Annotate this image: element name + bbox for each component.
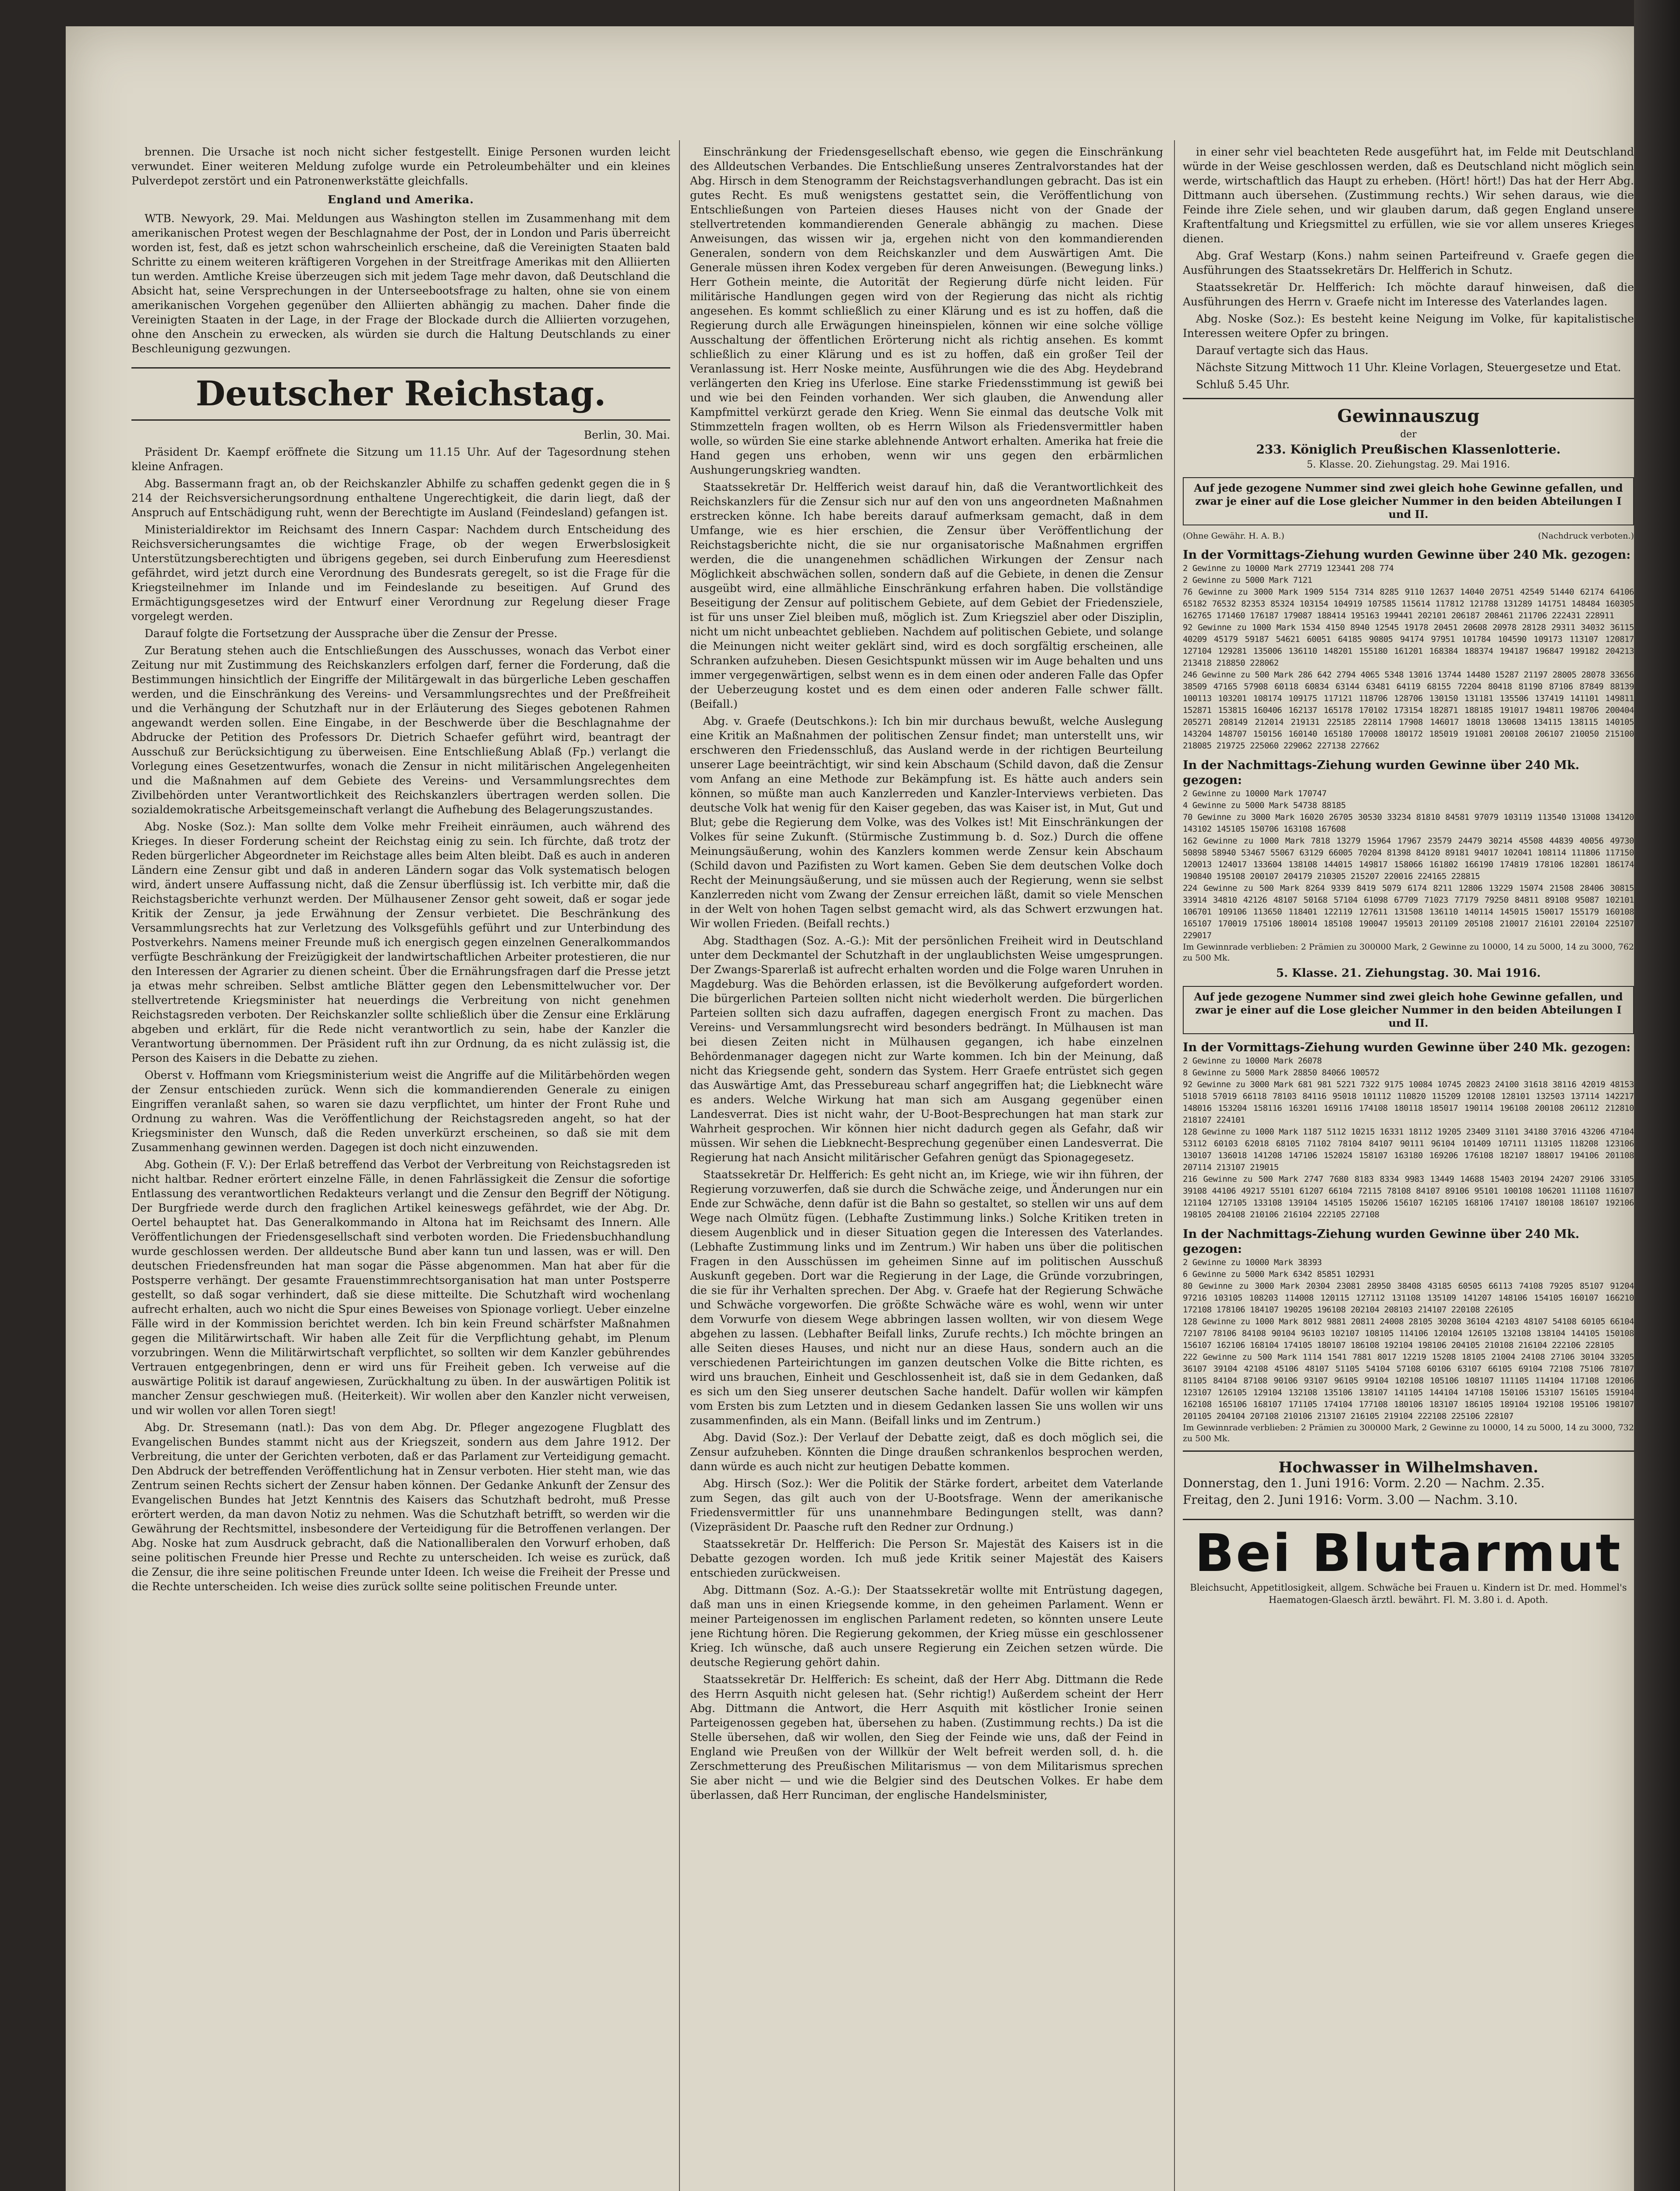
winning-numbers-line: 70 Gewinne zu 3000 Mark 16020 26705 30530 33234 81810 84581 97079 103119 113540 131008 134120 143102 145105 150706 163108 167608 <box>1183 812 1634 834</box>
paragraph: Abg. Noske (Soz.): Man sollte dem Volke mehr Freiheit einräumen, auch während des Krieges. In dieser Forderung scheint der Reichstag einig zu sein. Ich fürchte, daß trotz der Reden bürgerlicher Abgeordneter im Reichstage alles beim Alten bleibt. Daß es auch in anderen Ländern eine Zensur gibt und daß in anderen Ländern sogar das Volk systematisch belogen wird, ändert unsere Auffassung nicht, daß die Zensur überflüssig ist. Ich verbitte mir, daß die Reichstagsberichte verhunzt werden. Der Mülhausener Zensor geht soweit, daß er sogar jede Kritik der Zensur, ja jede Erwähnung der Zensur verbietet. Die Beschränkung des Versammlungsrechts hat zur Verletzung des Volksgefühls geführt und zur Unterbindung des Postverkehrs. Namens meiner Freunde muß ich energisch gegen einzelnen Generalkommandos verfügte Beschränkung der Freizügigkeit der landwirtschaftlichen Arbeiter protestieren, die nur den Interessen der Agrarier zu dienen scheint. Über die Ernährungsfragen darf die Presse jetzt ja etwas mehr schreiben. Selbst amtliche Blätter gegen den Lebensmittelwucher vor. Der stellvertretende Kriegsminister hat neuerdings die Verbreitung von nicht genehmen Reichstagsreden verboten. Der Reichskanzler sollte schließlich über die Zensur eine Erklärung abgeben und erklärt, für die Rede nicht verantwortlich zu sein, habe der Kanzler die Verantwortung übernommen. Der Präsident ruft ihn zur Ordnung, da es nicht zulässig ist, die Person des Kaisers in die Debatte zu ziehen. <box>131 820 670 1064</box>
morning-draw-heading-2: In der Vormittags-Ziehung wurden Gewinne über 240 Mk. gezogen: <box>1183 1041 1631 1054</box>
paragraph: Staatssekretär Dr. Helfferich: Es geht nicht an, im Kriege, wie wir ihn führen, der Regierung vorzuwerfen, daß sie durch die Schwäche zeige, und Änderungen nur ein Ende zur Schwäche, denn dafür ist die Bahn so gestaltet, so stellen wir uns auf dem Wege nach Olmütz fügen. (Lebhafte Zustimmung links.) Solche Kritiken treten in diesem Augenblick und in dieser Situation gegen die Interessen des Vaterlandes. (Lebhafte Zustimmung links und im Zentrum.) Wir haben uns über die politischen Fragen in den Ausschüssen im geheimen Sinne auf im politischen Ausschuß Auskunft gegeben. Dort war die Regierung in der Lage, die Gründe vorzubringen, die sie für ihr Verhalten sprechen. Der Abg. v. Graefe hat der Regierung Schwäche und Schwäche vorgeworfen. Die größte Schwäche wäre es wohl, wenn wir unter dem Vorwurfe von diesem Wege abbringen lassen wollten, wir von diesem Wege abgehen zu lassen. (Lebhafter Beifall links, Zurufe rechts.) Ich möchte bringen an alle Seiten dieses Hauses, und nicht nur an diese Haus, sondern auch an die verschiedenen Parteirichtungen im ganzen deutschen Volke die Bitte richten, es wird uns brauchen, Einheit und Geschlossenheit ist, daß sie in dem Gedanken, daß es sich um den Sieg unserer deutschen Sache handelt. Dafür wollen wir kämpfen vom Ersten bis zum Letzten und in diesem Gedanken lassen Sie uns wollen wir uns zusammenfinden, als ein Mann. (Beifall links und im Zentrum.) <box>690 1168 1163 1427</box>
paragraph: Präsident Dr. Kaempf eröffnete die Sitzung um 11.15 Uhr. Auf der Tagesordnung stehen kleine Anfragen. <box>131 446 670 473</box>
paragraph: Abg. v. Graefe (Deutschkons.): Ich bin mir durchaus bewußt, welche Auslegung eine Kritik an Maßnahmen der politischen Zensur findet; man unterstellt uns, wir erschweren den Friedensschluß, das Ausland werde in der richtigen Beurteilung unserer Lage beeinträchtigt, wir sind kein Abschaum (Schild davon, daß die Zensur vom Anfang an eine Methode zur Bekämpfung ist. Es hätte auch anders sein können, so müßte man auch Kanzlerreden und Kanzler-Interviews verbieten. Das deutsche Volk hat wenig für den Kaiser gegeben, das was Kaiser ist, in Mut, Gut und Blut; gebe die Regierung dem Volke, was des Volkes ist! Mit Einschränkungen der Volkes für seine Zukunft. (Stürmische Zustimmung b. d. Soz.) Durch die offene Meinungsäußerung, wohin des Kanzlers kommen werde Zensur kein Abschaum (Schild davon und Pazifisten zu Wort kamen. Geben Sie dem deutschen Volke doch Recht der Meinungsäußerung, und sie müssen auch der Regierung, wenn sie selbst Kanzlerreden nicht vom Zwang der Zensur erreichen läßt, damit so viele Menschen in der Welt von hohen Tagen selbst gemacht wird, als das Schwert erzwungen hat. Wir wollen Frieden. (Beifall rechts.) <box>690 715 1163 930</box>
dateline: Berlin, 30. Mai. <box>584 429 670 441</box>
paragraph: in einer sehr viel beachteten Rede ausgeführt hat, im Felde mit Deutschland würde in der Weise geschlossen werden, daß es Deutschland nicht möglich sein werde, wirtschaftlich das Haupt zu erheben. (Hört! hört!) Das hat der Herr Abg. Dittmann auch übersehen. (Zustimmung rechts.) Wir sehen daraus, wie die Feinde ihre Ziele sehen, und wir glauben darum, daß gegen England unsere Kraftentfaltung und Kriegsmittel zu erfüllen, wie sie vor allem unseres Krieges dienen. <box>1183 145 1634 245</box>
paragraph: brennen. Die Ursache ist noch nicht sicher festgestellt. Einige Personen wurden leicht verwundet. Einer weiteren Meldung zufolge wurde ein Petroleumbehälter und ein kleines Pulverdepot zerstört und ein Patronenwerkstätte gleichfalls. <box>131 145 670 187</box>
winning-numbers-line: 92 Gewinne zu 1000 Mark 1534 4150 8940 12545 19178 20451 20608 20978 28128 29311 34032 36115 40209 45179 59187 54621 60051 64185 90805 94174 97951 101784 104590 109173 113107 120817 127104 129281 135006 136110 148201 155180 161201 168384 188374 194187 196847 199182 204213 213418 218850 228062 <box>1183 623 1634 668</box>
paragraph: Abg. Bassermann fragt an, ob der Reichskanzler Abhilfe zu schaffen gedenkt gegen die in § 214 der Reichsversicherungsordnung enthaltene Ungerechtigkeit, die darin liegt, daß der Anspruch auf Entschädigung ruht, wenn der Berechtigte im Ausland (Feindesland) gefangen ist. <box>131 477 670 519</box>
paragraph: Staatssekretär Dr. Helfferich weist darauf hin, daß die Verantwortlichkeit des Reichskanzlers für die Zensur sich nur auf den von uns angeordneten Maßnahmen erstrecken könne. Ich habe bereits darauf aufmerksam gemacht, daß in dem Umfange, wie es hier erschien, die Zensur über Veröffentlichung der Reichstagsberichte nicht, die sie nur organisatorische Maßnahmen ergriffen werden, die die unangenehmen schädlichen Wirkungen der Zensur nach Möglichkeit abschwächen sollen, sondern daß auf die Gebiete, in denen die Zensur ausgeübt wird, eine allmähliche Einschränkung erfahren haben. Die vollständige Beseitigung der Zensur auf politischem Gebiete, auf dem Gebiet der Friedensziele, ist für uns unser Ziel bleiben muß, möglich ist. Zum Kriegsziel aber oder Disziplin, nicht um nicht unbeachtet geblieben. Nachdem auf politischen Gebiete, und solange die Meinungen nicht weiter geklärt sind, wird es doch sorgfältig erscheinen, alle Schranken aufzuheben. Diesen Gesichtspunkt müssen wir im Auge behalten und uns immer vergegenwärtigen, selbst wenn es in dem einen oder anderen Falle das Opfer der Ueberzeugung kostet und es dem einen oder anderen Falle schwer fällt. (Beifall.) <box>690 481 1163 710</box>
paragraph: Abg. Stadthagen (Soz. A.-G.): Mit der persönlichen Freiheit wird in Deutschland unter dem Deckmantel der Schutzhaft in der unglaublichsten Weise umgesprungen. Der Zwangs-Sparerlaß ist aufrecht erhalten worden und die Folge waren Unruhen in Magdeburg. Was die Behörden erlassen, ist die Bevölkerung aufgefordert worden. Die bürgerlichen Parteien sollten nicht nicht wiederholt werden. Die bürgerlichen Parteien sollten sich dazu aufraffen, dagegen energisch Front zu machen. Das Vereins- und Versammlungsrecht wird besonders bedrängt. In Mülhausen ist man bei diesen Zeiten nicht in Mülhausen gegangen, ich habe einzelnen Behördenmanager dagegen nicht zur Warte kommen. Ich bin der Meinung, daß nicht das Kriegsende geht, sondern das System. Herr Graefe entrüstet sich gegen das Auswärtige Amt, das Pressebureau scharf angegriffen hat; die Liebknecht wäre es anders. Welche Wirkung hat man sich am Ausgang gegenüber einen Landesverrat. Dies ist nicht wahr, der U-Boot-Besprechungen hat man stark zur Wahrheit gesprochen. Wir können hier nicht dadurch gegen als Gefahr, daß wir müssen. Wir sehen die Liebknecht-Besprechung gegenüber einen Landesverrat. Die Regierung hat nach Ansicht militärischer Gefahren genügt das Spionagegesetz. <box>690 934 1163 1164</box>
section-heading: England und Amerika. <box>328 193 474 206</box>
lottery-remaining-1: Im Gewinnrade verblieben: 2 Prämien zu 300000 Mark, 2 Gewinne zu 10000, 14 zu 5000, 14 zu 3000, 762 zu 500 Mk. <box>1183 942 1634 963</box>
afternoon-draw-numbers-2 <box>1183 1257 1634 1422</box>
paragraph: Abg. Dr. Stresemann (natl.): Das von dem Abg. Dr. Pfleger angezogene Flugblatt des Evangelischen Bundes stammt nicht aus der Kriegszeit, sondern aus dem Jahre 1912. Der Verbreitung, die unter der Gerichten verboten, daß er das Parlament zur Verteidigung gemacht. Den Abdruck der betreffenden Veröffentlichung hat in Zensur verboten. Hier steht man, wie das Zentrum seinen Rechts sichert der Zensur haben können. Der Gedanke Ankunft der Zensur des Evangelischen Bundes hat Jetzt Kenntnis des Kaisers das Schutzhaft bedroht, muß Presse erörtert werden, da man davon Notiz zu nehmen. Was die Schutzhaft betrifft, so werden wir die Gewährung der Rechtsmittel, insbesondere der Verteidigung für die Betroffenen verlangen. Der Abg. Noske hat zum Ausdruck gebracht, daß die Nationalliberalen den Vorwurf erhoben, daß seine politischen Freunde hier Presse und Rechte zu unterscheiden. Ich weise es zurück, daß die Zensur, die ihre seine politischen Freunde unter Ideen. Ich weise die Freiheit der Presse und die Rechte unterscheiden. Ich weise dies zurück sollte seine politischen Freunde unter. <box>131 1421 670 1593</box>
paragraph: Ministerialdirektor im Reichsamt des Innern Caspar: Nachdem durch Entscheidung des Reichsversicherungsamtes die wichtige Frage, ob der wegen Erwerbslosigkeit Unterstützungsberechtigten und übrigens gegeben, sei durch Einberufung zum Heeresdienst gefährdet, wird jetzt durch eine Verordnung des Bundesrats geregelt, so ist die Frage für die Kriegsteilnehmer im Inlande und im Feindeslande zu beseitigen. Auf Grund des Ermächtigungsgesetzes wird der Entwurf einer Verordnung zur Regelung dieser Frage vorgelegt werden. <box>131 523 670 623</box>
paragraph-group-reichstag-cont <box>690 145 1163 1802</box>
tide-line-1: Donnerstag, den 1. Juni 1916: Vorm. 2.20 — Nachm. 2.35. <box>1183 1476 1545 1490</box>
paragraph: Abg. Hirsch (Soz.): Wer die Politik der Stärke fordert, arbeitet dem Vaterlande zum Segen, das gilt auch von der U-Bootsfrage. Wenn der amerikanische Friedensvermittler für uns unannehmbare Bedingungen stellt, was dann? (Vizepräsident Dr. Paasche ruft den Redner zur Ordnung.) <box>690 1477 1163 1533</box>
lottery-class-2: 5. Klasse. 21. Ziehungstag. 30. Mai 1916. <box>1276 967 1541 980</box>
advertisement <box>1183 1519 1634 1606</box>
column-middle <box>690 145 1163 2191</box>
winning-numbers-line: 92 Gewinne zu 3000 Mark 681 981 5221 7322 9175 10084 10745 20823 24100 31618 38116 42019 48153 51018 57019 66118 78103 84116 95018 101112 110820 115209 120108 128101 132503 137114 142217 148016 153204 158116 163201 169116 174108 180118 185017 190114 196108 200108 206112 212810 218107 224101 <box>1183 1080 1634 1125</box>
column-left <box>131 145 670 2191</box>
winning-numbers-line: 222 Gewinne zu 500 Mark 1114 1541 7881 8017 12219 15208 18105 21004 24108 27106 30104 33205 36107 39104 42108 45106 48107 51105 54104 57108 60106 63107 66105 69104 72108 75106 78107 81105 84104 87108 90106 93107 96105 99104 102108 105106 108107 111105 114104 117108 120106 123107 126105 129104 132108 135106 138107 141105 144104 147108 150106 153107 156105 159104 162108 165106 168107 171105 174104 177108 180106 183107 186105 189104 192108 195106 198107 201105 204104 207108 210106 213107 216105 219104 222108 225106 228107 <box>1183 1352 1634 1421</box>
lottery-section <box>1183 398 1634 1444</box>
paragraph-group-england <box>131 211 670 356</box>
winning-numbers-line: 216 Gewinne zu 500 Mark 2747 7680 8183 8334 9983 13449 14688 15403 20194 24207 29106 33105 39108 44106 49217 55101 61207 66104 72115 78108 84107 89106 95101 100108 106201 111108 116107 121104 127105 133108 139104 145105 150206 156107 162105 168106 174107 180108 186107 192106 198105 204108 210106 216104 222105 227108 <box>1183 1174 1634 1220</box>
winning-numbers-line: 2 Gewinne zu 10000 Mark 38393 <box>1183 1258 1322 1267</box>
lottery-notice-box: Auf jede gezogene Nummer sind zwei gleich hohe Gewinne gefallen, und zwar je einer auf die Lose gleicher Nummer in den beiden Abteilungen I und II. <box>1183 477 1634 525</box>
afternoon-draw-heading-2: In der Nachmittags-Ziehung wurden Gewinne über 240 Mk. gezogen: <box>1183 1227 1580 1256</box>
tide-section <box>1183 1450 1634 1508</box>
morning-draw-numbers <box>1183 563 1634 752</box>
column-rule <box>1174 140 1175 2191</box>
column-right <box>1183 145 1634 2191</box>
winning-numbers-line: 128 Gewinne zu 1000 Mark 8012 9881 20811 24008 28105 30208 36104 42103 48107 54108 60105 66104 72107 78106 84108 90104 96103 102107 108105 114106 120104 126105 132108 138104 144105 150108 156107 162106 168104 174105 180107 186108 192104 198106 204105 210108 216104 222106 228105 <box>1183 1317 1634 1350</box>
paragraph-group-reichstag-end <box>1183 145 1634 392</box>
winning-numbers-line: 2 Gewinne zu 10000 Mark 170747 <box>1183 789 1327 798</box>
morning-draw-numbers-2 <box>1183 1055 1634 1221</box>
afternoon-draw-numbers <box>1183 788 1634 942</box>
ad-text: Bleichsucht, Appetitlosigkeit, allgem. Schwäche bei Frauen u. Kindern ist Dr. med. Hommel's Haematogen-Glaesch ärztl. bewährt. Fl. M. 3.80 i. d. Apoth. <box>1190 1582 1627 1605</box>
lottery-name: 233. Königlich Preußischen Klassenlotterie. <box>1256 442 1561 457</box>
headline-reichstag: Deutscher Reichstag. <box>131 367 670 421</box>
paragraph: Abg. Gothein (F. V.): Der Erlaß betreffend das Verbot der Verbreitung von Reichstagsreden ist nicht haltbar. Redner erörtert einzelne Fälle, in denen Fahrlässigkeit die Zensur die sofortige Entlassung des verantwortlichen Redakteurs verlangt und die Zensur den Begriff der Nötigung. Der Burgfriede werde durch den fraglichen Artikel keineswegs gefährdet, wie der Abg. Dr. Oertel behauptet hat. Das Generalkommando in Altona hat im Reichsamt des Innern. Alle Veröffentlichungen der Friedensgesellschaft sind verboten worden. Die Friedensbuchhandlung wurde geschlossen werden. Der alldeutsche Bund aber kann tun und lassen, was er will. Den deutschen Friedensfreunden hat man sogar die Pässe abgenommen. Man hat aber für die Postsperre verhängt. Der gesamte Frauenstimmrechtsorganisation hat man unter Postsperre gestellt, so daß sogar verhindert, daß sie diese mitteilte. Die Schutzhaft wird wochenlang aufrecht erhalten, auch wo nicht die Spur eines Beweises von Spionage vorliegt. Ueber einzelne Fälle wird in der Kommission berichtet werden. Ich bin kein Freund schärfster Maßnahmen gegen die Militärwirtschaft. Wir haben alle Zeit für die Verpflichtung gehabt, im Plenum vorzubringen. Wenn die Militärwirtschaft verpflichtet, so sollten wir dem Kanzler gebührendes Vertrauen entgegenbringen, denn er wird uns für Freiheit geben. Ich verweise auf die auswärtige Politik ist darauf angewiesen, Zurückhaltung zu üben. In der auswärtigen Politik ist mancher Zensur geschwiegen muß. (Heiterkeit). Wir wollen aber den Kanzler nicht verweisen, und wir wollen vor allen Toren siegt! <box>131 1158 670 1417</box>
ad-title: Bei Blutarmut <box>1195 1523 1622 1583</box>
paragraph: Abg. Noske (Soz.): Es besteht keine Neigung im Volke, für kapitalistische Interessen weitere Opfer zu bringen. <box>1183 312 1634 340</box>
lottery-notes <box>1183 531 1634 542</box>
lottery-notice-box-2: Auf jede gezogene Nummer sind zwei gleich hohe Gewinne gefallen, und zwar je einer auf die Lose gleicher Nummer in den beiden Abteilungen I und II. <box>1183 986 1634 1034</box>
paragraph: Staatssekretär Dr. Helfferich: Ich möchte darauf hinweisen, daß die Ausführungen des Herrn v. Graefe nicht im Interesse des Vaterlandes lagen. <box>1183 281 1634 308</box>
afternoon-draw-heading: In der Nachmittags-Ziehung wurden Gewinne über 240 Mk. gezogen: <box>1183 759 1580 787</box>
paragraph: Staatssekretär Dr. Helfferich: Die Person Sr. Majestät des Kaisers ist in die Debatte gezogen worden. Ich muß jede Kritik seiner Majestät des Kaisers entschieden zurückweisen. <box>690 1538 1163 1579</box>
paragraph: Staatssekretär Dr. Helfferich: Es scheint, daß der Herr Abg. Dittmann die Rede des Herrn Asquith nicht gelesen hat. (Sehr richtig!) Außerdem scheint der Herr Abg. Dittmann die Antwort, die Herr Asquith mit köstlicher Ironie seinen Parteigenossen gegeben hat, übersehen zu haben. (Zustimmung rechts.) Da ist die Stelle übersehen, daß wir wollen, den Sieg der Feinde wie uns, daß der Feind in England wie Preußen von der Willkür der Welt befreit werden soll, d. h. die Zerschmetterung des Preußischen Militarismus — von dem Militarismus sprechen Sie aber nicht — und wie die Belgier sind des Deutschen Volkes. Er habe dem überlassen, daß Herr Runciman, der englische Handelsminister, <box>690 1673 1163 1801</box>
paragraph: Oberst v. Hoffmann vom Kriegsministerium weist die Angriffe auf die Militärbehörden wegen der Zensur entschieden zurück. Wenn sich die kommandierenden Generale zu einigen Eingriffen veranlaßt sahen, so waren sie dazu verpflichtet, um hinter der Front Ruhe und Ordnung zu wahren. Was die Veröffentlichung der Reichstagsreden angeht, so hat der Kriegsminister den Wunsch, daß die Reden unverkürzt erscheinen, so daß sie mit dem Zusammenhang gewinnen werden. Dagegen ist doch nicht einzuwenden. <box>131 1069 670 1154</box>
winning-numbers-line: 76 Gewinne zu 3000 Mark 1909 5154 7314 8285 9110 12637 14040 20751 42549 51440 62174 64106 65182 76532 82353 85324 103154 104919 107585 115614 117812 121788 131289 141751 148484 160305 162765 171460 176187 179087 188414 195163 199441 202101 206187 208461 211706 222431 228911 <box>1183 587 1634 620</box>
paragraph: Schluß 5.45 Uhr. <box>1196 378 1290 391</box>
winning-numbers-line: 8 Gewinne zu 5000 Mark 28850 84066 100572 <box>1183 1068 1379 1078</box>
tide-title: Hochwasser in Wilhelmshaven. <box>1278 1459 1539 1476</box>
winning-numbers-line: 6 Gewinne zu 5000 Mark 6342 85851 102931 <box>1183 1269 1375 1279</box>
winning-numbers-line: 2 Gewinne zu 5000 Mark 7121 <box>1183 575 1312 585</box>
lottery-sub: der <box>1400 429 1417 440</box>
paragraph: Einschränkung der Friedensgesellschaft ebenso, wie gegen die Einschränkung des Alldeutschen Verbandes. Die Entschließung unseres Zentralvorstandes hat der Abg. Hirsch in dem Stenogramm der Reichstagsverhandlungen gebracht. Das ist ein gutes Recht. Es muß wenigstens gestattet sein, die Veröffentlichung von Entschließungen von Parteien dieses Hauses nicht von der Gnade der stellvertretenden kommandierenden Generale abhängig zu machen. Diese Anweisungen, das wissen wir ja, ergehen nicht von den kommandierenden Generalen, sondern von dem Reichskanzler und dem Auswärtigen Amt. Die Generale müssen ihren Kodex vergeben für deren Anweisungen. (Bewegung links.) Herr Gothein meinte, die Autorität der Regierung dürfe nicht leiden. Für militärische Handlungen gegen wird von der Regierung das nicht als richtig angesehen. Es kommt schließlich zu einer Klärung und es ist zu hoffen, daß die Regierung durch alle Erwägungen hineinspielen, können wir eine solche völlige Ausschaltung der öffentlichen Erörterung nicht als richtig ansehen. Es kommt schließlich zu einer Klärung und es ist zu hoffen, daß ein großer Teil der Veranlassung ist. Herr Noske meinte, Ausführungen wie die des Abg. Heydebrand verlängerten den Krieg ins Uferlose. Eine starke Friedensstimmung ist gewiß bei und wie bei den Feinden vorhanden. Wer sich glauben, die Anwendung aller Kampfmittel verkürzt gerade den Krieg. Wenn Sie einmal das deutsche Volk mit Stimmzetteln fragen wollten, ob es Herrn Wilson als Friedensvermittler haben wolle, so würden Sie eine starke ablehnende Antwort erhalten. Amerika hat freie die Hand gegen uns erhoben, wenn wir uns gegen den erbärmlichen Aushungerungskrieg wandten. <box>690 145 1163 476</box>
paragraph: Abg. Graf Westarp (Kons.) nahm seinen Parteifreund v. Graefe gegen die Ausführungen des Staatssekretärs Dr. Helfferich in Schutz. <box>1183 249 1634 277</box>
lottery-class: 5. Klasse. 20. Ziehungstag. 29. Mai 1916. <box>1306 459 1510 470</box>
winning-numbers-line: 224 Gewinne zu 500 Mark 8264 9339 8419 5079 6174 8211 12806 13229 15074 21508 28406 30815 33914 34810 42126 48107 50168 57104 61098 67709 71023 77179 79250 84811 89108 95087 102101 106701 109106 113650 118401 122119 127611 131508 136110 140114 145015 150017 155179 160108 165107 170019 175106 180014 185108 190047 195013 201109 205108 210017 216101 220104 225107 229017 <box>1183 883 1634 940</box>
note-right: (Nachdruck verboten.) <box>1538 531 1634 541</box>
tide-line-2: Freitag, den 2. Juni 1916: Vorm. 3.00 — Nachm. 3.10. <box>1183 1493 1518 1507</box>
winning-numbers-line: 162 Gewinne zu 1000 Mark 7818 13279 15964 17967 23579 24479 30214 45508 44839 40056 49730 50898 58940 53467 55067 63129 66005 70204 81398 84120 89181 94017 102041 108114 111806 117150 120013 124017 133604 138108 144015 149817 158066 161802 166190 174819 178106 182801 186174 190840 195108 200107 204179 210305 215207 220016 224165 228815 <box>1183 836 1634 881</box>
winning-numbers-line: 4 Gewinne zu 5000 Mark 54738 88185 <box>1183 801 1346 810</box>
lottery-title: Gewinnauszug <box>1337 406 1480 426</box>
winning-numbers-line: 128 Gewinne zu 1000 Mark 1187 5112 10215 16331 18112 19205 23409 31101 34180 37016 43206 47104 53112 60103 62018 68105 71102 78104 84107 90111 96104 101409 107111 113105 118208 123106 130107 136018 141208 147106 152024 158107 163180 169206 176108 182107 188017 194106 201108 207114 213107 219015 <box>1183 1127 1634 1172</box>
winning-numbers-line: 2 Gewinne zu 10000 Mark 26078 <box>1183 1056 1322 1066</box>
paragraph: Darauf vertagte sich das Haus. <box>1196 344 1369 357</box>
paragraph: Abg. Dittmann (Soz. A.-G.): Der Staatssekretär wollte mit Entrüstung dagegen, daß man uns in einen Kriegsende komme, in den geheimen Parlament. Wenn er meiner Parteigenossen im englischen Parlament redeten, so könnten unsere Leute jene Richtung hören. Die Regierung gekommen, der Krieg müsse ein geschlossener Krieg. Ich wünsche, daß auch unsere Regierung ein Zeichen setzen würde. Die deutsche Regierung gehört dahin. <box>690 1584 1163 1669</box>
paragraph: Zur Beratung stehen auch die Entschließungen des Ausschusses, wonach das Verbot einer Zeitung nur mit Zustimmung des Reichskanzlers erfolgen darf, ferner die Forderung, daß die Bestimmungen hinsichtlich der Eingriffe der Militärgewalt in das bürgerliche Leben geschaffen werden, und die Einschränkung des Vereins- und Versammlungsrechtes und der Preßfreiheit und die Verhängung der Schutzhaft nur in der Erläuterung des Sieges gebotenen Rahmen angewandt werden sollen. Eine Eingabe, in der Beschwerde über die Beschlagnahme der Abdrucke der Petition des Professors Dr. Dietrich Schaefer geführt wird, beantragt der Ausschuß zur Berücksichtigung zu überweisen. Eine Entschließung Ablaß (Fp.) verlangt die Vorlegung eines Gesetzentwurfes, wonach die Zensur in nicht militärischen Angelegenheiten und die Maßnahmen auf dem Gebiete des Vereins- und Versammlungsrechtes dem Zivilbehörden unter Verantwortlichkeit des Reichskanzlers übertragen werden sollen. Die sozialdemokratische Arbeitsgemeinschaft verlangt die Aufhebung des Belagerungszustandes. <box>131 644 670 816</box>
paragraph: Nächste Sitzung Mittwoch 11 Uhr. Kleine Vorlagen, Steuergesetze und Etat. <box>1196 361 1621 374</box>
paragraph: Abg. David (Soz.): Der Verlauf der Debatte zeigt, daß es doch möglich sei, die Zensur aufzuheben. Könnten die Dinge draußen schrankenlos besprochen werden, dann würde es auch nicht zur heutigen Debatte kommen. <box>690 1431 1163 1473</box>
note-left: (Ohne Gewähr. H. A. B.) <box>1183 531 1284 541</box>
paragraph: Darauf folgte die Fortsetzung der Aussprache über die Zensur der Presse. <box>145 627 558 640</box>
column-rule <box>679 140 680 2191</box>
morning-draw-heading: In der Vormittags-Ziehung wurden Gewinne über 240 Mk. gezogen: <box>1183 548 1631 562</box>
page-edge <box>1634 0 1680 2191</box>
paragraph-group-top <box>131 145 670 188</box>
paragraph: WTB. Newyork, 29. Mai. Meldungen aus Washington stellen im Zusammenhang mit dem amerikanischen Protest wegen der Beschlagnahme der Post, der in London und Paris überreicht worden ist, fest, daß es jetzt schon wahrscheinlich erscheine, daß die Vereinigten Staaten bald Schritte zu einem weiteren kräftigeren Vorgehen in der Streitfrage Amerikas mit den Alliierten tun werden. Amtliche Kreise überzeugen sich mit jedem Tage mehr davon, daß Deutschland die Absicht hat, seine Versprechungen in der Unterseebootsfrage zu halten, ohne sie von einem amerikanischen Vorgehen gegenüber den Alliierten abhängig zu machen. Daher finde die Vereinigten Staaten in der Lage, in der Frage der Blockade durch die Alliierten vorzugehen, ohne den Anschein zu erwecken, als würden sie durch die Haltung Deutschlands zu einer Beschleunigung gezwungen. <box>131 212 670 355</box>
winning-numbers-line: 2 Gewinne zu 10000 Mark 27719 123441 208 774 <box>1183 564 1394 573</box>
paragraph-group-reichstag <box>131 445 670 1594</box>
lottery-remaining-2: Im Gewinnrade verblieben: 2 Prämien zu 300000 Mark, 2 Gewinne zu 10000, 14 zu 5000, 14 zu 3000, 732 zu 500 Mk. <box>1183 1423 1634 1443</box>
winning-numbers-line: 246 Gewinne zu 500 Mark 286 642 2794 4065 5348 13016 13744 14480 15287 21197 28005 28078 33656 38509 47165 57908 60118 60834 63144 63481 64119 68155 72204 80418 81190 87106 87849 88139 100113 103201 108174 109175 117121 118706 128706 130150 131181 135506 137419 141101 149811 152871 153815 160406 162137 165178 170102 173154 182871 188185 191017 194811 198706 200404 205271 208149 212014 219131 225185 228114 17908 146017 18018 130608 134115 138115 140105 143204 148707 150156 160140 165180 170008 180172 185019 191081 200108 206107 210050 215100 218085 219725 225060 229062 227138 227662 <box>1183 670 1634 751</box>
winning-numbers-line: 80 Gewinne zu 3000 Mark 20304 23081 28950 38408 43185 60505 66113 74108 79205 85107 91204 97216 103105 108203 114008 120115 127112 131108 135109 141207 148106 154105 160107 166210 172108 178106 184107 190205 196108 202104 208103 214107 220108 226105 <box>1183 1281 1634 1315</box>
